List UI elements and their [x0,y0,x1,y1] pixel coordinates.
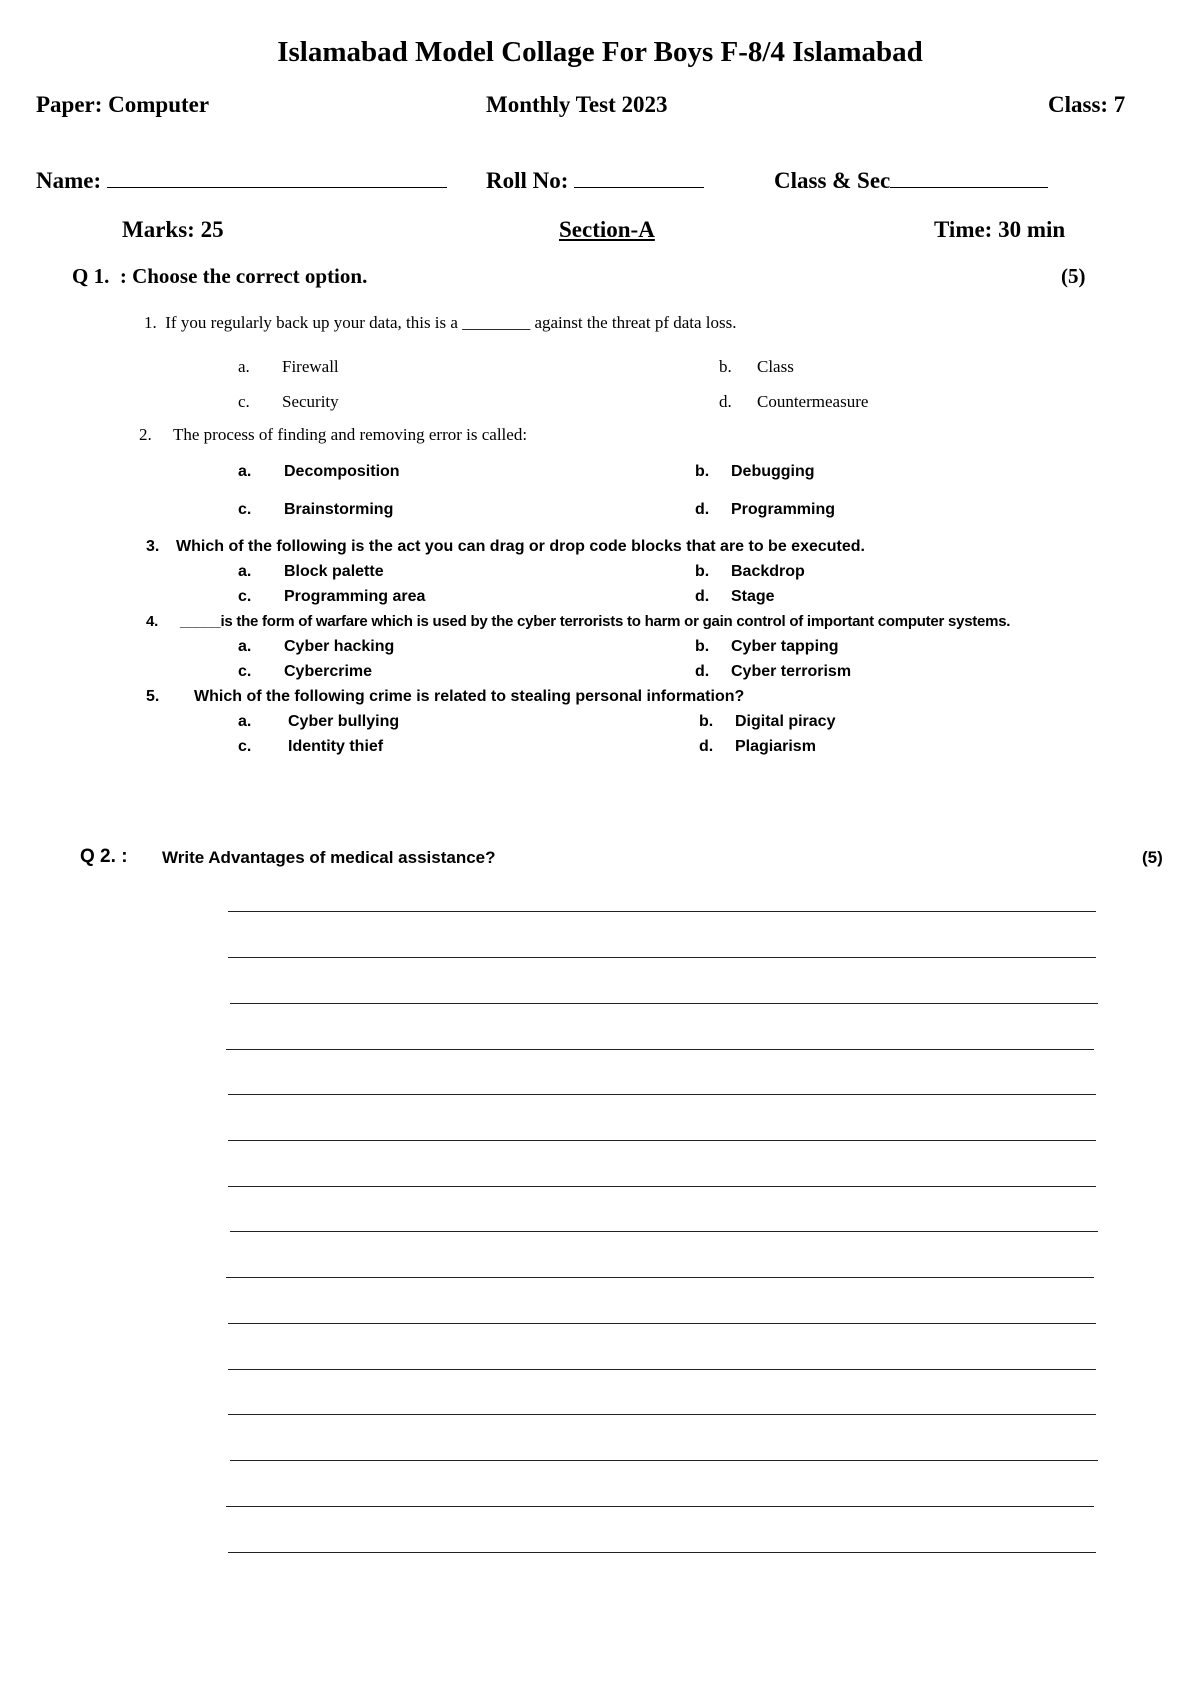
school-title: Islamabad Model Collage For Boys F-8/4 Islamabad [277,36,923,68]
option-letter: a. [238,638,252,655]
answer-line[interactable] [228,1369,1096,1370]
option-letter: d. [695,501,710,518]
option-letter: a. [238,563,252,580]
question-2 [139,425,527,445]
option-letter: d. [695,588,710,605]
option-letter: c. [238,663,252,680]
section-title: Section-A [559,217,655,242]
option-letter: b. [695,463,710,480]
q2-heading [80,846,128,868]
option-5c[interactable] [238,738,383,756]
question-number: 5. [146,688,160,705]
option-2d[interactable] [695,501,835,519]
roll-label: Roll No: [486,168,569,193]
question-number: 2. [139,425,152,444]
class-label: Class: 7 [1048,92,1126,117]
option-letter: c. [238,501,252,518]
question-4 [146,613,1010,630]
class-sec-blank[interactable] [890,187,1048,188]
option-text: Identity thief [288,738,384,755]
option-text: Debugging [731,463,815,480]
option-letter: b. [695,638,710,655]
option-4b[interactable] [695,638,839,656]
paper-subject: Paper: Computer [36,92,210,117]
answer-line[interactable] [228,1094,1096,1095]
answer-line[interactable] [226,1049,1094,1050]
question-number: 4. [146,613,159,630]
option-1b[interactable] [719,357,794,377]
option-3a[interactable] [238,563,384,581]
option-text: Stage [731,588,775,605]
option-text: Firewall [282,357,339,376]
option-text: Cyber bullying [288,713,400,730]
option-letter: d. [699,738,714,755]
q2-text: Write Advantages of medical assistance? [162,848,496,867]
option-3c[interactable] [238,588,425,606]
option-text: Decomposition [284,463,400,480]
option-letter: c. [238,738,252,755]
option-text: Cyber hacking [284,638,395,655]
option-text: Programming area [284,588,426,605]
question-text: _____is the form of warfare which is used by the cyber terrorists to harm or gain control of important computer systems. [180,613,1011,630]
option-letter: b. [719,357,732,376]
time-label: Time: 30 min [934,217,1066,242]
question-3 [146,538,865,556]
class-sec-label: Class & Sec [774,168,891,193]
answer-line[interactable] [228,1140,1096,1141]
option-letter: d. [719,392,732,411]
option-3d[interactable] [695,588,775,606]
question-number: 1. [144,313,157,332]
option-1a[interactable] [238,357,339,377]
question-text: Which of the following crime is related to stealing personal information? [194,688,745,705]
q1-instruction: : Choose the correct option. [119,264,368,288]
answer-line[interactable] [228,1186,1096,1187]
q1-marks: (5) [1061,264,1086,288]
q2-marks: (5) [1142,848,1163,867]
option-5a[interactable] [238,713,399,731]
marks-label: Marks: 25 [122,217,224,242]
option-letter: d. [695,663,710,680]
option-5b[interactable] [699,713,835,731]
answer-line[interactable] [230,1460,1098,1461]
option-text: Programming [731,501,836,518]
option-text: Plagiarism [735,738,816,755]
option-text: Cyber tapping [731,638,839,655]
test-name: Monthly Test 2023 [486,92,668,117]
roll-field[interactable] [486,168,704,194]
option-text: Countermeasure [757,392,869,411]
option-letter: c. [238,588,252,605]
answer-line[interactable] [230,1003,1098,1004]
option-text: Brainstorming [284,501,394,518]
option-text: Cyber terrorism [731,663,852,680]
q1-heading [72,264,367,289]
answer-line[interactable] [226,1277,1094,1278]
option-2a[interactable] [238,463,400,481]
name-blank[interactable] [107,187,447,188]
option-text: Cybercrime [284,663,373,680]
answer-line[interactable] [228,1414,1096,1415]
option-4d[interactable] [695,663,851,681]
roll-blank[interactable] [574,187,704,188]
option-letter: a. [238,357,250,376]
option-1c[interactable] [238,392,339,412]
name-label: Name: [36,168,102,193]
option-letter: a. [238,713,252,730]
question-5 [146,688,744,706]
question-1 [144,313,737,333]
option-3b[interactable] [695,563,805,581]
option-4c[interactable] [238,663,372,681]
option-1d[interactable] [719,392,868,412]
option-letter: a. [238,463,252,480]
option-5d[interactable] [699,738,816,756]
question-number: 3. [146,538,160,555]
question-text: Which of the following is the act you can drag or drop code blocks that are to be executed. [176,538,865,555]
option-letter: b. [695,563,710,580]
option-text: Digital piracy [735,713,836,730]
option-text: Security [282,392,339,411]
q1-label: Q 1. [72,264,110,288]
class-sec-field[interactable] [774,168,1048,194]
q2-label: Q 2. [80,846,116,867]
answer-line[interactable] [226,1506,1094,1507]
answer-line[interactable] [230,1231,1098,1232]
option-text: Class [757,357,794,376]
option-4a[interactable] [238,638,394,656]
option-text: Backdrop [731,563,805,580]
question-text: The process of finding and removing error is called: [173,425,528,444]
option-letter: b. [699,713,714,730]
question-text: If you regularly back up your data, this is a ________ against the threat pf data loss. [165,313,737,332]
answer-line[interactable] [228,1323,1096,1324]
option-2c[interactable] [238,501,393,519]
answer-line[interactable] [228,911,1096,912]
answer-line[interactable] [228,957,1096,958]
option-letter: c. [238,392,250,411]
name-field[interactable] [36,168,447,194]
answer-line[interactable] [228,1552,1096,1553]
option-2b[interactable] [695,463,815,481]
option-text: Block palette [284,563,384,580]
q2-colon: : [121,846,128,867]
